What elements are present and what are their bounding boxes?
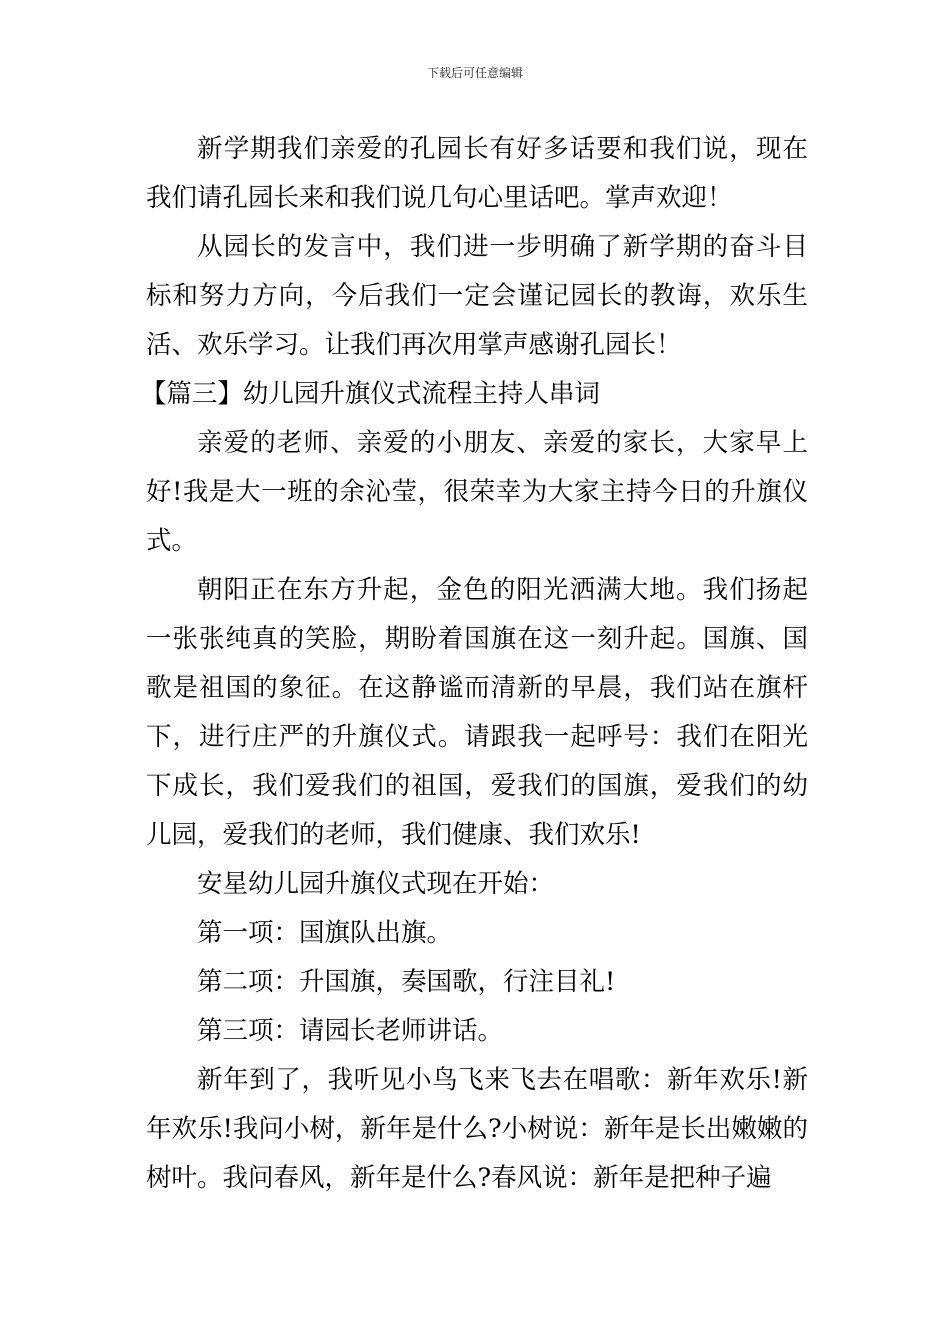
paragraph: 从园长的发言中，我们进一步明确了新学期的奋斗目标和努力方向，今后我们一定会谨记园长的教诲，欢乐生活、欢乐学习。让我们再次用掌声感谢孔园长！	[146, 232, 808, 360]
paragraph: 新学期我们亲爱的孔园长有好多话要和我们说，现在我们请孔园长来和我们说几句心里话吧。掌声欢迎！	[146, 134, 808, 213]
paragraph: 新年到了，我听见小鸟飞来飞去在唱歌：新年欢乐!新年欢乐!我问小树，新年是什么?小树说：新年是长出嫩嫩的树叶。我问春风，新年是什么?春风说：新年是把种子遍	[146, 1065, 808, 1193]
list-item: 安星幼儿园升旗仪式现在开始：	[197, 869, 555, 899]
list-item: 第三项：请园长老师讲话。	[197, 1016, 504, 1046]
section-title: 【篇三】幼儿园升旗仪式流程主持人串词	[140, 379, 600, 409]
paragraph: 亲爱的老师、亲爱的小朋友、亲爱的家长，大家早上好!我是大一班的余沁莹，很荣幸为大家主持今日的升旗仪式。	[146, 428, 808, 556]
list-item: 第二项：升国旗，奏国歌，行注目礼!	[197, 967, 616, 997]
page-header-note: 下载后可任意编辑	[426, 66, 523, 80]
document-body	[140, 125, 808, 1203]
paragraph: 朝阳正在东方升起，金色的阳光洒满大地。我们扬起一张张纯真的笑脸，期盼着国旗在这一刻升起。国旗、国歌是祖国的象征。在这静谧而清新的早晨，我们站在旗杆下，进行庄严的升旗仪式。请跟我一起呼号：我们在阳光下成长，我们爱我们的祖国，爱我们的国旗，爱我们的幼儿园，爱我们的老师，我们健康、我们欢乐!	[146, 575, 808, 850]
list-item: 第一项：国旗队出旗。	[197, 918, 453, 948]
